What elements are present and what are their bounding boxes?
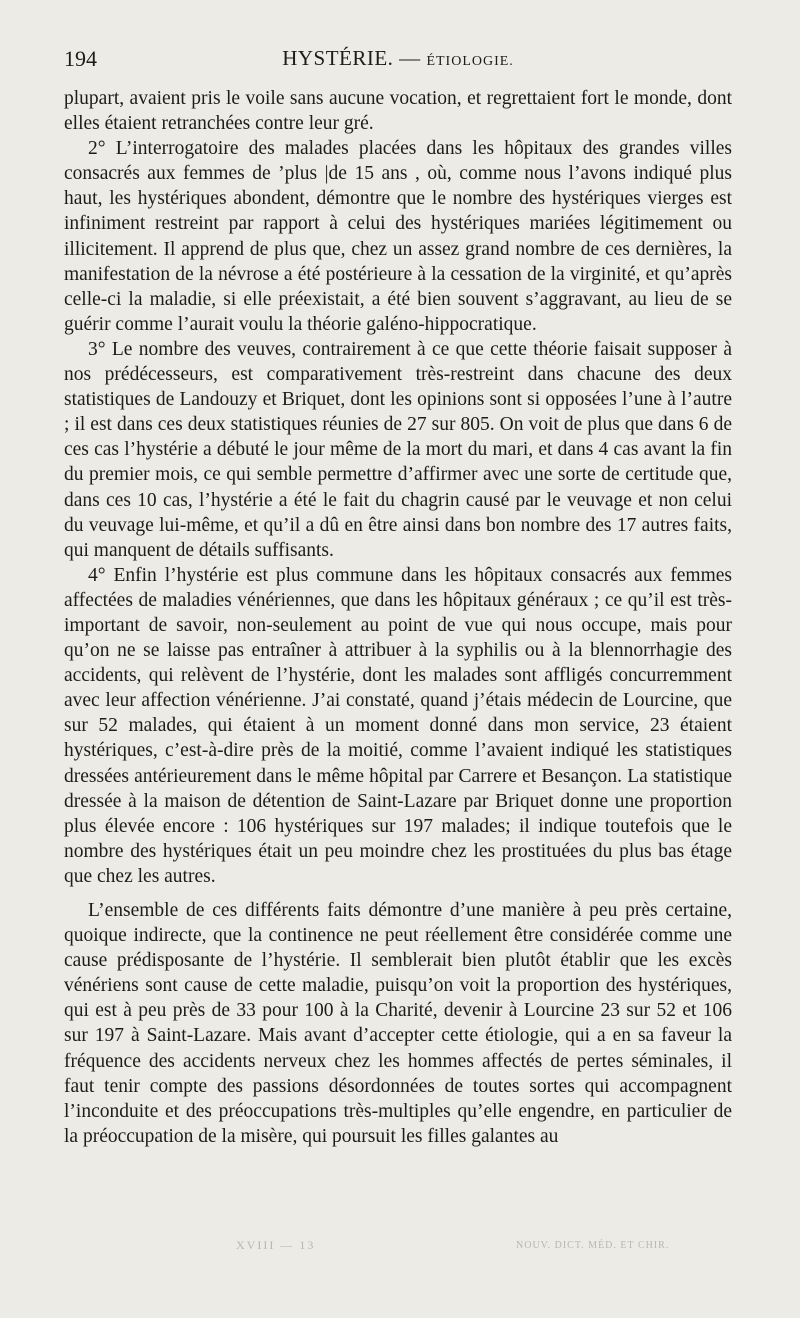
page-header bbox=[64, 46, 732, 78]
running-head bbox=[64, 46, 732, 71]
paragraph-conclusion: L’ensemble de ces différents faits démontre d’une manière à peu près certaine, quoique indirecte, que la continence ne peut réellement être considérée comme une cause prédisposante de l’hystérie. Il semblerait bien plutôt établir que les excès vénériens sont cause de cette maladie, puisqu’on voit la proportion des hystériques, qui est à peu près de 33 pour 100 à la Charité, devenir à Lourcine 23 sur 52 et 106 sur 197 à Saint-Lazare. Mais avant d’accepter cette étiologie, qui a en sa faveur la fréquence des accidents nerveux chez les hommes affectés de pertes séminales, il faut tenir compte des passions désordonnées de toutes sortes qui accompagnent l’inconduite et des préoccupations très-multiples qu’elle engendre, en particulier de la préoccupation de la misère, qui poursuit les filles galantes au bbox=[64, 900, 732, 1147]
paragraph-continuation: plupart, avaient pris le voile sans aucune vocation, et regrettaient fort le monde, dont elles étaient retranchées contre leur gré. bbox=[64, 88, 732, 135]
paragraph-point-4: 4° Enfin l’hystérie est plus commune dans les hôpitaux consacrés aux femmes affectées de maladies vénériennes, que dans les hôpitaux généraux ; ce qu’il est très-important de savoir, non-seulement au point de vue qui nous occupe, mais pour qu’on ne se laisse pas entraîner à attribuer à la syphilis ou à la blennorrhagie des accidents, qui relèvent de l’hystérie, dont les malades sont affligés concurremment avec leur affection vénérienne. J’ai constaté, quand j’étais médecin de Lourcine, que sur 52 malades, qui étaient à un moment donné dans mon service, 23 étaient hystériques, c’est-à-dire près de la moitié, comme l’avaient indiqué les statistiques dressées antérieurement dans le même hôpital par Carrere et Besançon. La statistique dressée à la maison de détention de Saint-Lazare par Briquet donne une proportion plus élevée encore : 106 hystériques sur 197 malades; il indique toutefois que le nombre des hystériques était un peu moindre chez les prostituées du plus bas étage que chez les autres. bbox=[64, 564, 732, 887]
paragraph-point-2: 2° L’interrogatoire des malades placées dans les hôpitaux des grandes villes consacrés aux femmes de ’plus |de 15 ans , où, comme nous l’avons indiqué plus haut, les hystériques abondent, démontre que le nombre des hystériques vierges est infiniment restreint par rapport à celui des hystériques mariées légitimement ou illicitement. Il apprend de plus que, chez un assez grand nombre de ces dernières, la manifestation de la névrose a été postérieure à la cessation de la virginité, et qu’après celle-ci la maladie, si elle préexistait, a été bien souvent s’aggravant, au lieu de se guérir comme l’aurait voulu la théorie galéno-hippocratique. bbox=[64, 138, 732, 335]
signature-mark: XVIII — 13 bbox=[236, 1238, 316, 1252]
running-section: ÉTIOLOGIE. bbox=[426, 54, 514, 69]
bleed-through-footer bbox=[96, 1232, 716, 1256]
collection-mark: NOUV. DICT. MÉD. ET CHIR. bbox=[516, 1240, 670, 1251]
running-title: HYSTÉRIE. — bbox=[282, 46, 427, 70]
body-text bbox=[64, 86, 732, 1149]
page-number: 194 bbox=[64, 46, 97, 71]
paragraph-point-3: 3° Le nombre des veuves, contrairement à ce que cette théorie faisait supposer à nos prédécesseurs, est comparativement très-restreint dans chacune des deux statistiques de Landouzy et Briquet, dont les opinions sont si opposées l’une à l’autre ; il est dans ces deux statistiques réunies de 27 sur 805. On voit de plus que dans 6 de ces cas l’hystérie a débuté le jour même de la mort du mari, et dans 4 cas avant la fin du premier mois, ce qui semble permettre d’affirmer avec une sorte de certitude que, dans ces 10 cas, l’hystérie a été le fait du chagrin causé par le veuvage et non celui du veuvage lui-même, et qu’il a dû en être ainsi dans bon nombre des 17 autres faits, qui manquent de détails suffisants. bbox=[64, 338, 732, 561]
